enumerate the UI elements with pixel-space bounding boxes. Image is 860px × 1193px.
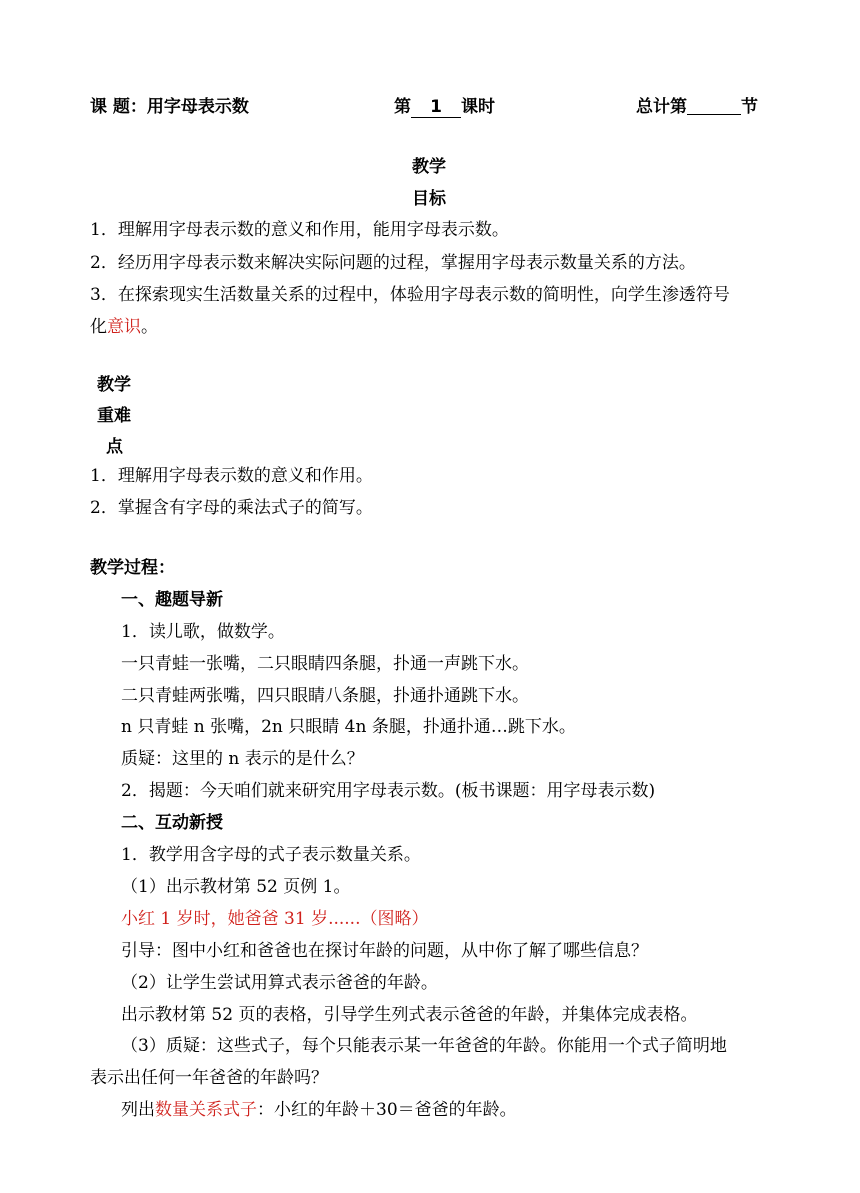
s2-line-1: 1．教学用含字母的式子表示数量关系。 bbox=[121, 845, 421, 865]
total-prefix: 总计第 bbox=[636, 97, 687, 117]
s2-line-4: （2）让学生尝试用算式表示爸爸的年龄。 bbox=[121, 973, 438, 993]
objectives-heading-1: 教学 bbox=[412, 157, 446, 177]
s2-example-line: 小红 1 岁时，她爸爸 31 岁......（图略） bbox=[121, 909, 429, 929]
keypoints-heading-2: 重难 bbox=[97, 406, 131, 426]
s2-line-8-b: ：小红的年龄＋30＝爸爸的年龄。 bbox=[257, 1100, 517, 1120]
lesson-suffix: 课时 bbox=[461, 97, 495, 117]
keypoints-heading-1: 教学 bbox=[97, 375, 131, 395]
lesson-number bbox=[394, 97, 495, 118]
lesson-number-value: 1 bbox=[411, 97, 461, 118]
s1-line-4: n 只青蛙 n 张嘴，2n 只眼睛 4n 条腿，扑通扑通…跳下水。 bbox=[121, 717, 576, 737]
s2-line-3: 引导：图中小红和爸爸也在探讨年龄的问题，从中你了解了哪些信息？ bbox=[121, 941, 648, 961]
objective-highlight: 意识 bbox=[107, 317, 141, 337]
keypoint-item-1: 1．理解用字母表示数的意义和作用。 bbox=[90, 466, 373, 486]
keypoints-heading-3: 点 bbox=[106, 437, 123, 457]
objective-item-3: 3．在探索现实生活数量关系的过程中，体验用字母表示数的简明性，向学生渗透符号 bbox=[90, 285, 730, 305]
s1-line-5: 质疑：这里的 n 表示的是什么？ bbox=[121, 749, 364, 769]
objective-item-3-cont bbox=[90, 317, 158, 337]
keypoint-item-2: 2．掌握含有字母的乘法式子的简写。 bbox=[90, 498, 373, 518]
s2-line-7: 表示出任何一年爸爸的年龄吗？ bbox=[90, 1068, 328, 1088]
total-blank bbox=[687, 97, 741, 115]
total-count bbox=[636, 97, 758, 117]
s2-line-6: （3）质疑：这些式子，每个只能表示某一年爸爸的年龄。你能用一个式子简明地 bbox=[121, 1036, 727, 1056]
s2-line-8-a: 列出 bbox=[121, 1100, 155, 1120]
s1-line-6: 2．揭题：今天咱们就来研究用字母表示数。(板书课题：用字母表示数) bbox=[121, 781, 656, 801]
total-suffix: 节 bbox=[741, 97, 758, 117]
section-2-title: 二、互动新授 bbox=[121, 813, 223, 833]
lesson-prefix: 第 bbox=[394, 97, 411, 117]
s2-line-5: 出示教材第 52 页的表格，引导学生列式表示爸爸的年龄，并集体完成表格。 bbox=[121, 1005, 698, 1025]
s2-line-8-highlight: 数量关系式子 bbox=[155, 1100, 257, 1120]
objective-item-2: 2．经历用字母表示数来解决实际问题的过程，掌握用字母表示数量关系的方法。 bbox=[90, 253, 696, 273]
objectives-heading-2: 目标 bbox=[412, 189, 446, 209]
section-1-title: 一、趣题导新 bbox=[121, 590, 223, 610]
lesson-title-text: 课 题：用字母表示数 bbox=[90, 97, 249, 117]
s1-line-1: 1．读儿歌，做数学。 bbox=[121, 622, 285, 642]
process-heading: 教学过程： bbox=[90, 558, 175, 578]
objective-item-1: 1．理解用字母表示数的意义和作用，能用字母表示数。 bbox=[90, 220, 509, 240]
objective-item-3-cont-a: 化 bbox=[90, 317, 107, 337]
s2-line-2: （1）出示教材第 52 页例 1。 bbox=[121, 877, 351, 897]
objective-item-3-cont-b: 。 bbox=[141, 317, 158, 337]
s2-line-8 bbox=[121, 1100, 517, 1120]
s1-line-3: 二只青蛙两张嘴，四只眼睛八条腿，扑通扑通跳下水。 bbox=[121, 686, 529, 706]
lesson-title bbox=[90, 97, 249, 117]
s1-line-2: 一只青蛙一张嘴，二只眼睛四条腿，扑通一声跳下水。 bbox=[121, 654, 529, 674]
